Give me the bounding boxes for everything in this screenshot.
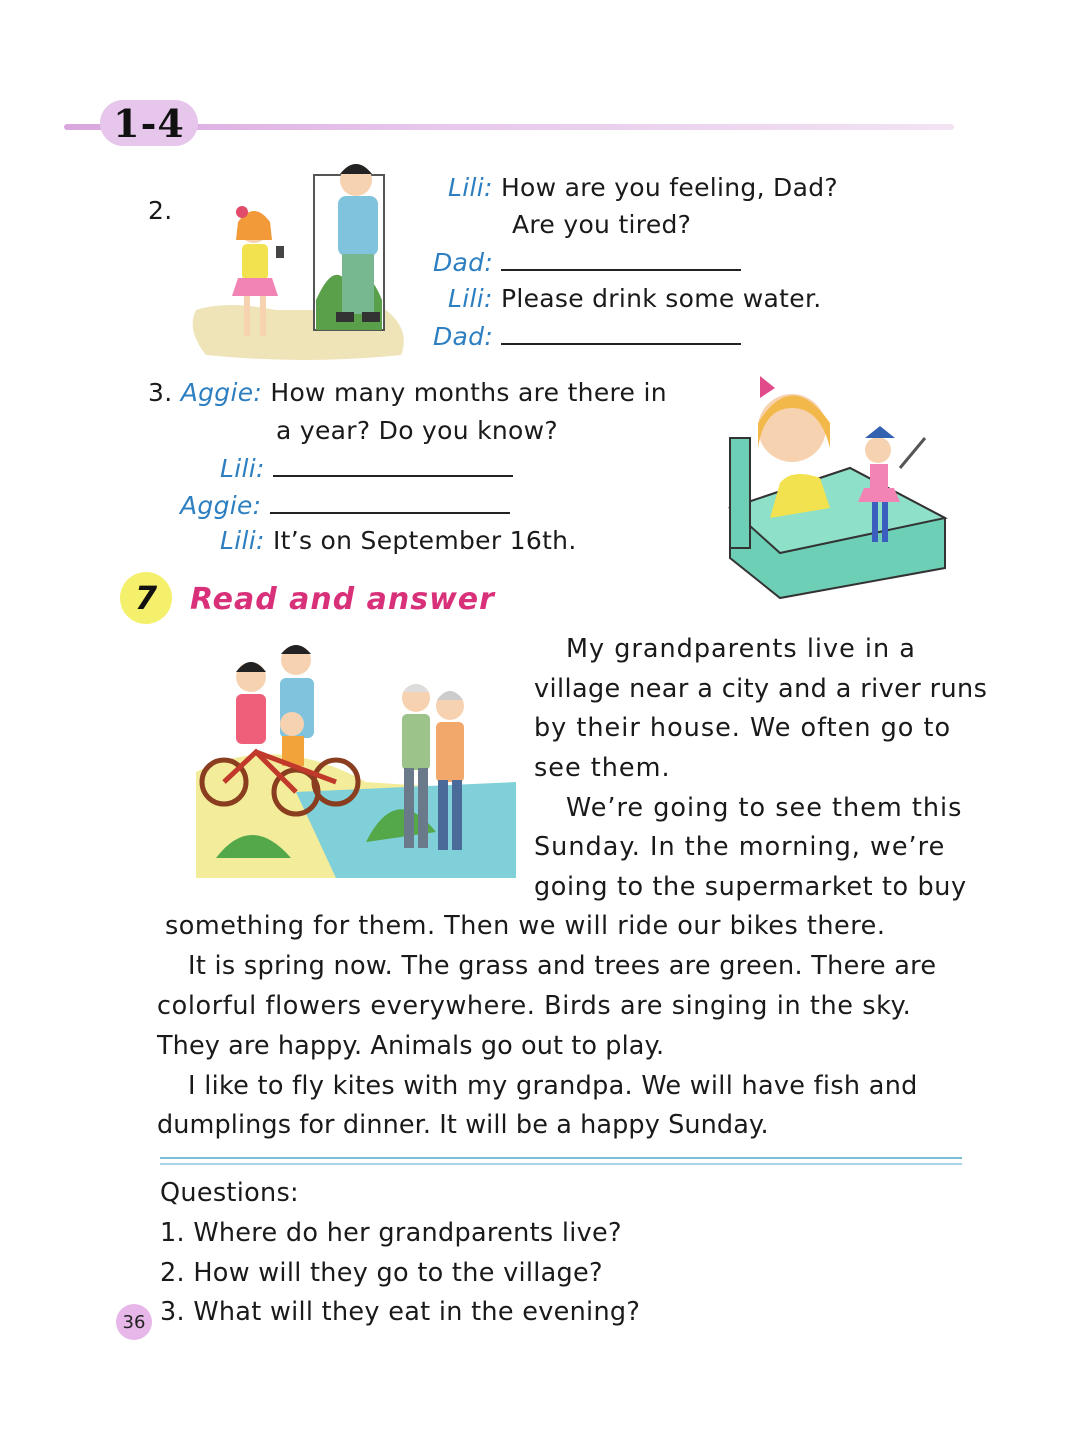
dialog-text: Please drink some water. — [500, 284, 822, 313]
speaker-name: Lili: — [448, 173, 493, 202]
section-title: Read and answer — [190, 582, 495, 617]
dialog-text: a year? Do you know? — [276, 416, 558, 445]
dialog-line — [448, 286, 821, 311]
dialog-line — [433, 321, 741, 349]
speaker-name: Lili: — [220, 454, 265, 483]
passage-line: They are happy. Animals go out to play. — [157, 1031, 665, 1061]
question-item: 3. What will they eat in the evening? — [160, 1297, 641, 1327]
passage-line: colorful flowers everywhere. Birds are singing in the sky. — [157, 991, 912, 1021]
dialog-line — [148, 380, 667, 405]
passage-line: My grandparents live in a — [566, 634, 916, 664]
passage-line: something for them. Then we will ride our bikes there. — [165, 911, 886, 941]
passage-line: village near a city and a river runs — [534, 674, 988, 704]
dialog-line — [512, 212, 691, 237]
answer-blank[interactable] — [501, 321, 741, 345]
speaker-name: Aggie: — [180, 491, 262, 520]
passage-line: see them. — [534, 753, 671, 783]
dialog-line — [180, 490, 510, 518]
section-number-badge: 7 — [120, 572, 172, 624]
dialog-line — [276, 418, 558, 443]
illustration-family-visit — [196, 632, 516, 878]
exercise-2-number: 2. — [148, 196, 173, 225]
passage-line: We’re going to see them this — [566, 793, 963, 823]
passage-line: It is spring now. The grass and trees are green. There are — [188, 951, 937, 981]
speaker-name: Lili: — [448, 284, 493, 313]
passage-line: by their house. We often go to — [534, 713, 952, 743]
dialog-line — [220, 528, 577, 553]
dialog-line — [220, 453, 513, 481]
speaker-name: Aggie: — [180, 378, 263, 407]
dialog-text: How many months are there in — [270, 378, 667, 407]
question-item: 1. Where do her grandparents live? — [160, 1218, 622, 1248]
divider-rule — [160, 1157, 962, 1159]
divider-rule — [160, 1163, 962, 1165]
illustration-girl-at-desk — [720, 368, 950, 600]
passage-line: I like to fly kites with my grandpa. We will have fish and — [188, 1071, 918, 1101]
page-number: 36 — [116, 1304, 152, 1340]
dialog-text: Are you tired? — [512, 210, 692, 239]
illustration-lili-and-dad — [186, 160, 416, 365]
dialog-line — [433, 247, 741, 275]
exercise-3-number: 3. — [148, 378, 173, 407]
passage-line: Sunday. In the morning, we’re — [534, 832, 946, 862]
speaker-name: Dad: — [433, 248, 494, 277]
speaker-name: Lili: — [220, 526, 265, 555]
dialog-text: It’s on September 16th. — [272, 526, 577, 555]
dialog-text: How are you feeling, Dad? — [500, 173, 838, 202]
dialog-line — [448, 175, 838, 200]
answer-blank[interactable] — [501, 247, 741, 271]
question-item: 2. How will they go to the village? — [160, 1258, 603, 1288]
passage-line: dumplings for dinner. It will be a happy Sunday. — [157, 1110, 769, 1140]
answer-blank[interactable] — [270, 490, 510, 514]
answer-blank[interactable] — [273, 453, 513, 477]
questions-label: Questions: — [160, 1178, 299, 1208]
passage-line: going to the supermarket to buy — [534, 872, 967, 902]
speaker-name: Dad: — [433, 322, 494, 351]
unit-badge: 1-4 — [100, 100, 198, 146]
